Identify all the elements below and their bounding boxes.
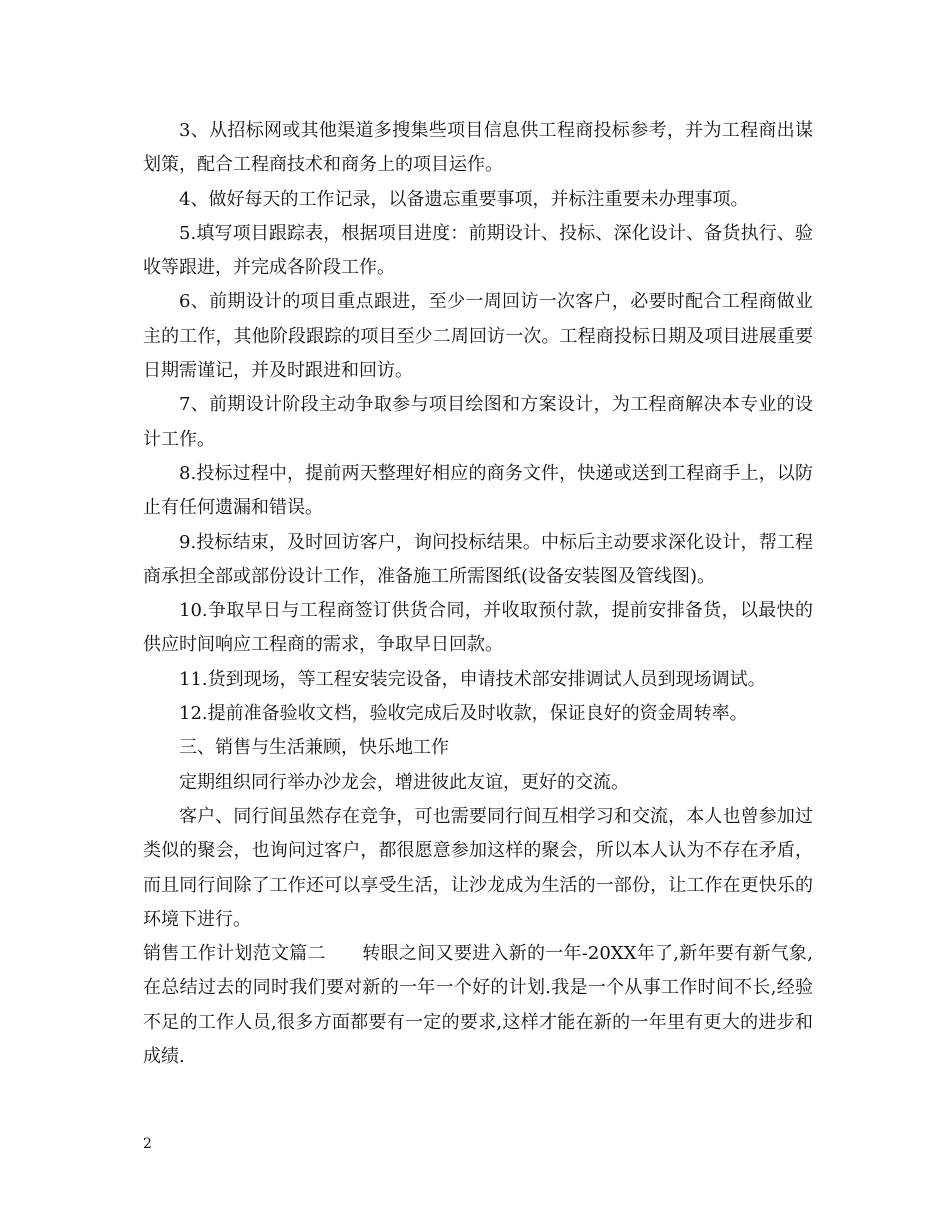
document-body <box>143 114 813 1074</box>
paragraph-item-4: 4、做好每天的工作记录，以备遗忘重要事项，并标注重要未办理事项。 <box>179 188 749 210</box>
page-number: 2 <box>143 1136 152 1152</box>
paragraph-sample-two: 销售工作计划范文篇二 转眼之间又要进入新的一年-20XX年了,新年要有新气象,在总结过去的同时我们要对新的一年一个好的计划.我是一个从事工作时间不长,经验不足的工作人员,很多方面都要有一定的要求,这样才能在新的一年里有更大的进步和成绩. <box>143 943 813 1068</box>
paragraph-item-5: 5.填写项目跟踪表，根据项目进度：前期设计、投标、深化设计、备货执行、验收等跟进，并完成各阶段工作。 <box>143 222 813 279</box>
paragraph-item-3: 3、从招标网或其他渠道多搜集些项目信息供工程商投标参考，并为工程商出谋划策，配合工程商技术和商务上的项目运作。 <box>143 120 813 176</box>
section-heading-three: 三、销售与生活兼顾，快乐地工作 <box>179 737 449 759</box>
paragraph-item-9: 9.投标结束，及时回访客户，询问投标结果。中标后主动要求深化设计，帮工程商承担全部或部份设计工作，准备施工所需图纸(设备安装图及管线图)。 <box>143 531 813 587</box>
paragraph-item-10: 10.争取早日与工程商签订供货合同，并收取预付款，提前安排备货，以最快的供应时间响应工程商的需求，争取早日回款。 <box>143 600 813 656</box>
paragraph-item-7: 7、前期设计阶段主动争取参与项目绘图和方案设计，为工程商解决本专业的设计工作。 <box>143 394 813 450</box>
paragraph-item-8: 8.投标过程中，提前两天整理好相应的商务文件，快递或送到工程商手上，以防止有任何遗漏和错误。 <box>143 462 813 519</box>
paragraph-competition: 客户、同行间虽然存在竞争，可也需要同行间互相学习和交流，本人也曾参加过类似的聚会，也询问过客户，都很愿意参加这样的聚会，所以本人认为不存在矛盾，而且同行间除了工作还可以享受生活，让沙龙成为生活的一部份，让工作在更快乐的环境下进行。 <box>143 805 813 930</box>
paragraph-item-6: 6、前期设计的项目重点跟进，至少一周回访一次客户，必要时配合工程商做业主的工作，其他阶段跟踪的项目至少二周回访一次。工程商投标日期及项目进展重要日期需谨记，并及时跟进和回访。 <box>143 291 813 382</box>
paragraph-item-11: 11.货到现场，等工程安装完设备，申请技术部安排调试人员到现场调试。 <box>179 668 766 690</box>
paragraph-salon: 定期组织同行举办沙龙会，增进彼此友谊，更好的交流。 <box>179 771 629 793</box>
paragraph-item-12: 12.提前准备验收文档，验收完成后及时收款，保证良好的资金周转率。 <box>179 703 748 725</box>
